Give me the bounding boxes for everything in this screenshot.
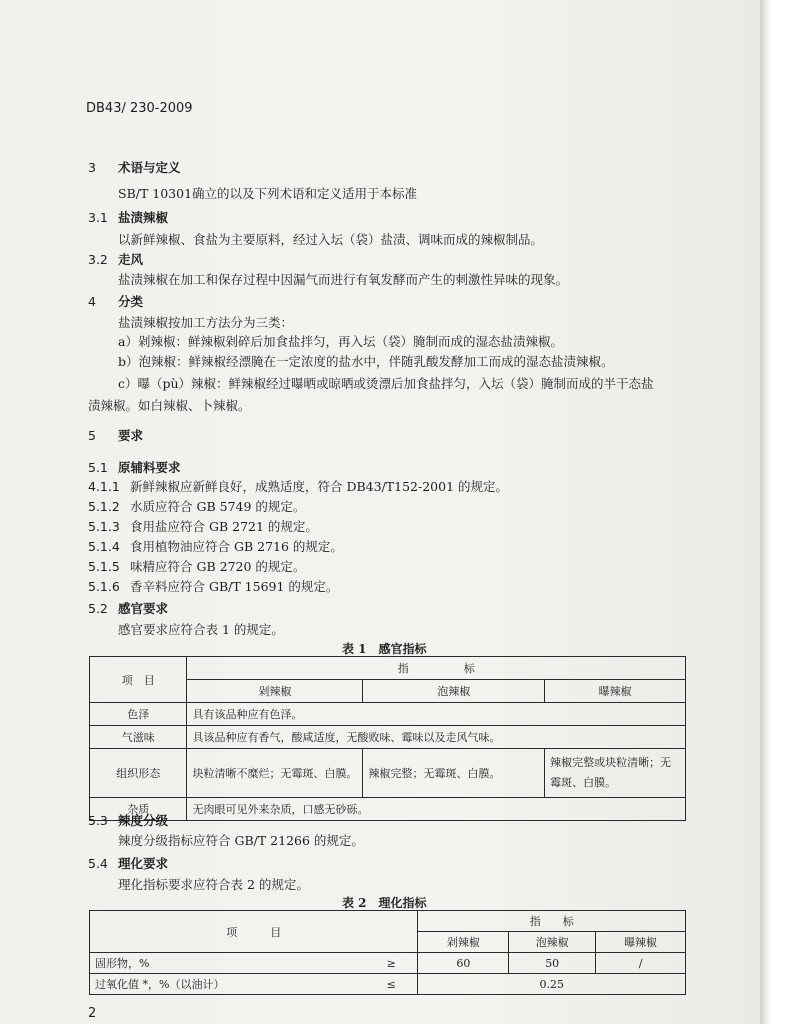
table-2-column-header: 泡辣椒 <box>509 932 596 953</box>
sensory-table <box>89 656 686 821</box>
requirement-item: 5.1.5 味精应符合 GB 2720 的规定。 <box>88 559 306 574</box>
requirement-item: 4.1.1 新鲜辣椒应新鲜良好，成熟适度，符合 DB43/T152-2001 的规定。 <box>88 479 509 494</box>
table-cell: 0.25 <box>418 974 686 995</box>
section-3-text: SB/T 10301确立的以及下列术语和定义适用于本标准 <box>118 186 418 201</box>
table-cell: 杂质 <box>90 798 187 821</box>
section-5-3-text: 辣度分级指标应符合 GB/T 21266 的规定。 <box>118 833 364 848</box>
table-cell: 色泽 <box>90 703 187 726</box>
table-1-indicator-header: 指 标 <box>187 657 686 680</box>
section-3-2-title: 走风 <box>118 252 144 267</box>
table-cell: 过氧化值 *，%（以油计） <box>90 974 365 995</box>
table-cell: 组织形态 <box>90 749 187 798</box>
table-cell: 气滋味 <box>90 726 187 749</box>
table-1-column-header: 曝辣椒 <box>545 680 686 703</box>
section-5-4-heading: 5.4 理化要求 <box>88 856 169 871</box>
section-5-4-text: 理化指标要求应符合表 2 的规定。 <box>118 877 309 892</box>
section-4-item-a: a）剁辣椒：鲜辣椒剁碎后加食盐拌匀，再入坛（袋）腌制而成的湿态盐渍辣椒。 <box>118 334 563 349</box>
section-4-item-b: b）泡辣椒：鲜辣椒经漂腌在一定浓度的盐水中，伴随乳酸发酵加工而成的湿态盐渍辣椒。 <box>118 354 614 369</box>
comparison-operator: ≤ <box>365 974 418 995</box>
section-5-2-text: 感官要求应符合表 1 的规定。 <box>118 622 284 637</box>
table-2-item-header: 项 目 <box>90 911 418 953</box>
standard-number: DB43/ 230-2009 <box>86 101 193 116</box>
table-2-indicator-header: 指 标 <box>418 911 686 932</box>
requirement-item: 5.1.2 水质应符合 GB 5749 的规定。 <box>88 499 306 514</box>
requirement-item: 5.1.6 香辛料应符合 GB/T 15691 的规定。 <box>88 579 339 594</box>
section-4-heading: 4 分类 <box>88 294 144 309</box>
table-cell: 辣椒完整或块粒清晰；无霉斑、白膜。 <box>545 749 686 798</box>
table-row <box>90 703 686 726</box>
table-cell: 具该品种应有香气，酸咸适度，无酸败味、霉味以及走风气味。 <box>187 726 686 749</box>
page-number: 2 <box>88 1006 97 1021</box>
table-row <box>90 953 686 974</box>
table-row <box>90 749 686 798</box>
section-4-item-c-line1: c）曝（pù）辣椒：鲜辣椒经过曝晒或晾晒或烫漂后加食盐拌匀，入坛（袋）腌制而成的半干态盐 <box>118 376 654 391</box>
page-edge <box>760 0 791 1024</box>
requirement-item: 5.1.3 食用盐应符合 GB 2721 的规定。 <box>88 519 318 534</box>
table-1-caption: 表 1 感官指标 <box>342 642 427 656</box>
table-1-column-header: 剁辣椒 <box>187 680 363 703</box>
section-5-3-heading: 5.3 辣度分级 <box>88 813 169 828</box>
table-2-caption: 表 2 理化指标 <box>342 896 427 910</box>
table-row <box>90 974 686 995</box>
physicochemical-table <box>89 910 686 995</box>
table-1-column-header: 泡辣椒 <box>363 680 545 703</box>
table-1-item-header: 项 目 <box>90 657 187 703</box>
table-cell: / <box>596 953 686 974</box>
table-2-column-header: 曝辣椒 <box>596 932 686 953</box>
section-5-3-title: 辣度分级 <box>118 813 169 828</box>
section-5-1-title: 原辅料要求 <box>118 460 181 475</box>
section-3-1-title: 盐渍辣椒 <box>118 210 169 225</box>
table-cell: 辣椒完整；无霉斑、白膜。 <box>363 749 545 798</box>
table-cell: 60 <box>418 953 509 974</box>
table-cell: 50 <box>509 953 596 974</box>
comparison-operator: ≥ <box>365 953 418 974</box>
section-3-heading: 3 术语与定义 <box>88 160 181 175</box>
section-5-2-title: 感官要求 <box>118 601 169 616</box>
requirement-item: 5.1.4 食用植物油应符合 GB 2716 的规定。 <box>88 539 343 554</box>
section-3-2-text: 盐渍辣椒在加工和保存过程中因漏气而进行有氧发酵而产生的刺激性异味的现象。 <box>118 272 569 287</box>
table-2-column-header: 剁辣椒 <box>418 932 509 953</box>
table-cell: 具有该品种应有色泽。 <box>187 703 686 726</box>
section-5-1-heading: 5.1 原辅料要求 <box>88 460 181 475</box>
section-5-title: 要求 <box>118 428 144 443</box>
section-5-heading: 5 要求 <box>88 428 144 443</box>
table-row <box>90 726 686 749</box>
table-cell: 块粒清晰不糜烂；无霉斑、白膜。 <box>187 749 363 798</box>
table-cell: 固形物，% <box>90 953 365 974</box>
section-3-1-heading: 3.1 盐渍辣椒 <box>88 210 169 225</box>
section-5-4-title: 理化要求 <box>118 856 169 871</box>
section-3-title: 术语与定义 <box>118 160 181 175</box>
section-3-1-text: 以新鲜辣椒、食盐为主要原料，经过入坛（袋）盐渍、调味而成的辣椒制品。 <box>118 232 544 247</box>
section-5-2-heading: 5.2 感官要求 <box>88 601 169 616</box>
section-4-item-c-line2: 渍辣椒。如白辣椒、卜辣椒。 <box>88 398 251 413</box>
section-3-2-heading: 3.2 走风 <box>88 252 144 267</box>
table-cell: 无肉眼可见外来杂质，口感无砂砾。 <box>187 798 686 821</box>
section-4-intro: 盐渍辣椒按加工方法分为三类： <box>118 315 294 330</box>
table-row <box>90 798 686 821</box>
section-4-title: 分类 <box>118 294 144 309</box>
